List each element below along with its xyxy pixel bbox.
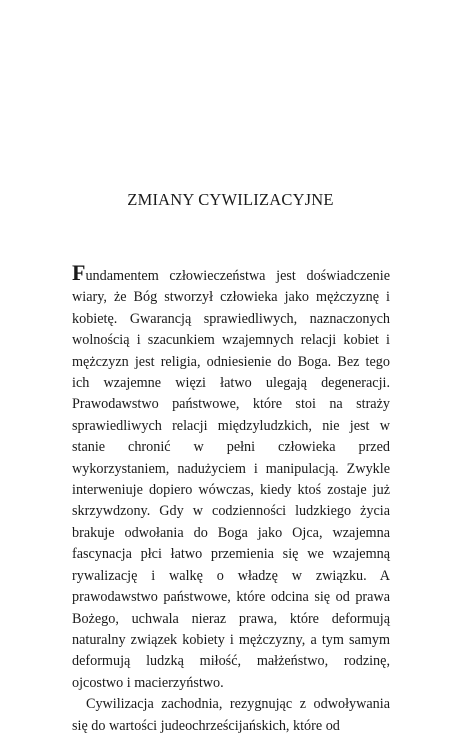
initial-letter: F xyxy=(72,260,86,285)
paragraph-1 xyxy=(72,262,390,694)
chapter-title: ZMIANY CYWILIZACYJNE xyxy=(127,190,334,209)
paragraph-1-text: undamentem człowieczeństwa jest doświadczenie wiary, że Bóg stworzył człowieka jako mężczyznę i kobietę. Gwarancją sprawiedliwych, naznaczonych wolnością i szacunkiem wzajemnych relacji kobiet i mężczyzn jest religia, odniesienie do Boga. Bez tego ich wzajemne więzi łatwo ulegają degeneracji. Prawodawstwo państwowe, które stoi na straży sprawiedliwych relacji międzyludzkich, nie jest w stanie chronić w pełni człowieka przed wykorzystaniem, nadużyciem i manipulacją. Zwykle interweniuje dopiero wówczas, kiedy ktoś zostaje już skrzywdzony. Gdy w codzienności ludzkiego życia brakuje odwołania do Boga jako Ojca, wzajemna fascynacja płci łatwo przemienia się we wzajemną rywalizację i walkę o władzę w związku. A prawodawstwo państwowe, które odcina się od prawa Bożego, uchwala nieraz prawa, które deformują naturalny związek kobiety i mężczyzny, a tym samym deformują ludzką miłość, małżeństwo, rodzinę, ojcostwo i macierzyństwo. xyxy=(72,268,390,691)
paragraph-2: Cywilizacja zachodnia, rezygnując z odwoływania się do wartości judeochrześcijańskich, które od xyxy=(72,696,390,734)
body-text xyxy=(72,262,390,737)
